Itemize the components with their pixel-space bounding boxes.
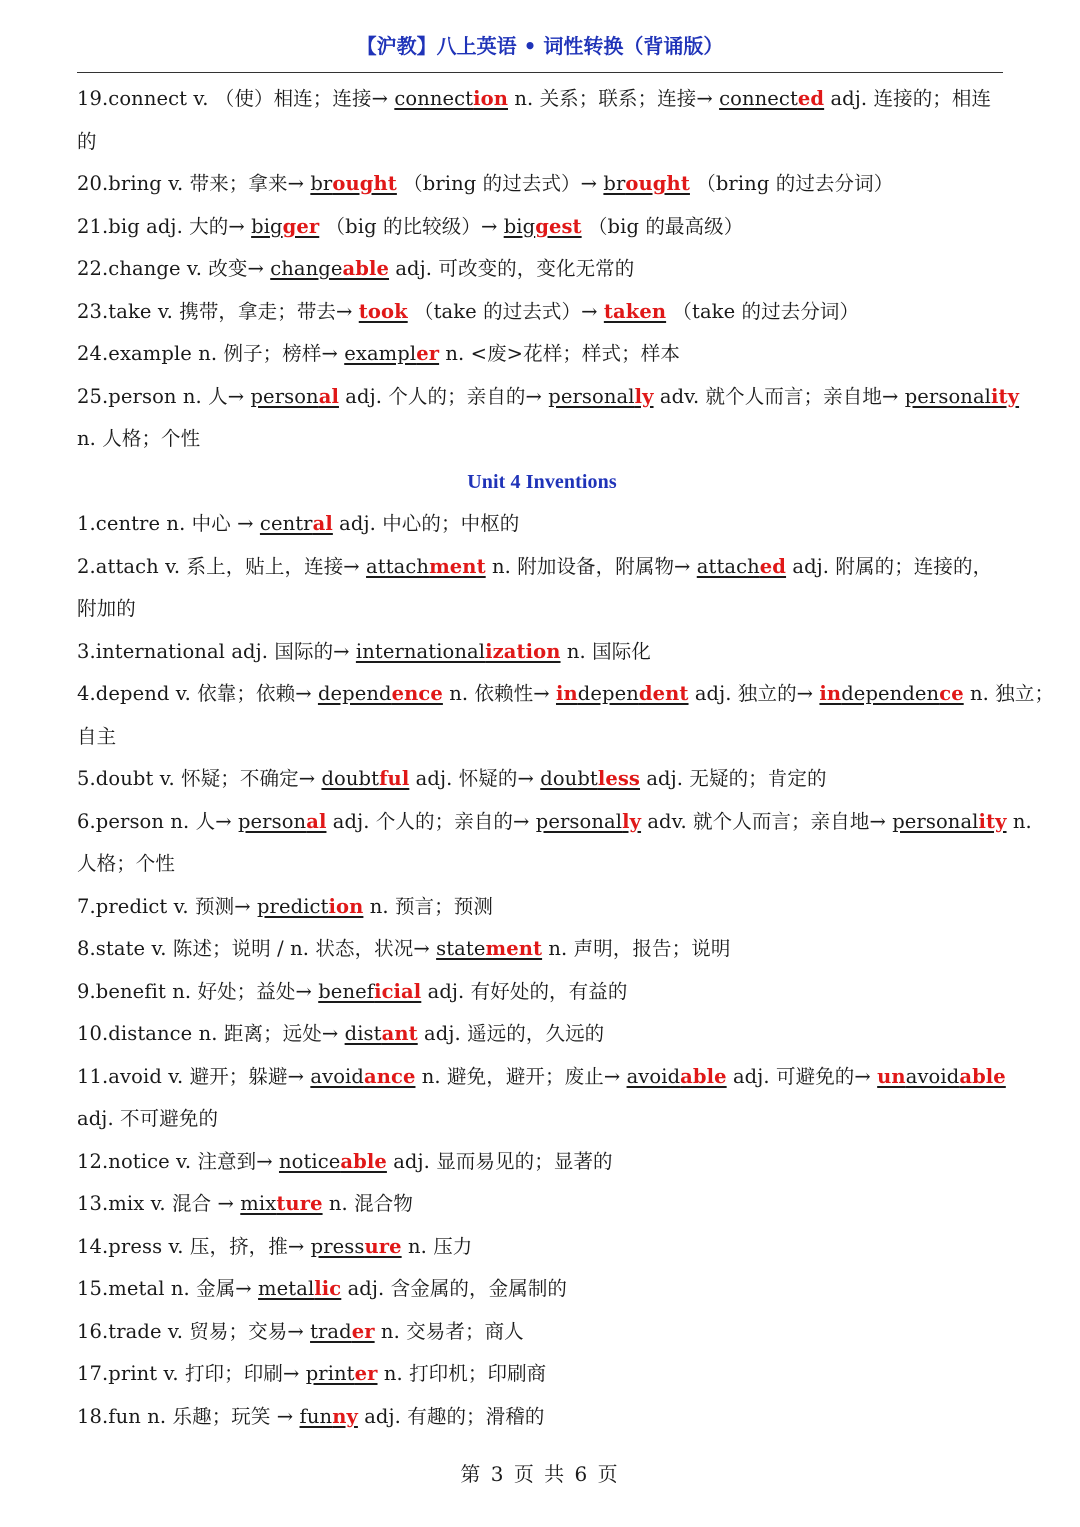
derived-word xyxy=(603,172,690,195)
line-text: adj. 可改变的，变化无常的 xyxy=(389,257,635,280)
derived-word xyxy=(536,810,641,833)
word-stem: personal xyxy=(904,384,992,408)
line-text: （big 的比较级）→ xyxy=(319,214,504,238)
vocab-line xyxy=(77,673,1055,716)
derived-word xyxy=(306,1362,378,1385)
line-text: n. 交易者；商人 xyxy=(374,1319,524,1343)
vocab-line xyxy=(77,503,1007,546)
line-text: n. 混合物 xyxy=(322,1192,413,1215)
line-text: 20.bring v. 带来；拿来→ xyxy=(77,172,311,195)
vocab-line xyxy=(77,588,1007,631)
line-text: 19.connect v. （使）相连；连接→ xyxy=(77,87,395,110)
line-text: adv. 就个人而言；亲自地→ xyxy=(653,384,905,408)
line-text: n. 国际化 xyxy=(560,639,651,663)
derived-word xyxy=(240,1192,322,1215)
suffix-highlight: ity xyxy=(978,809,1007,833)
word-stem: personal xyxy=(892,809,979,833)
vocab-line xyxy=(77,121,1007,164)
suffix-highlight: ance xyxy=(363,1064,416,1088)
vocab-line xyxy=(77,1098,1007,1141)
vocab-line xyxy=(77,971,1007,1014)
word-stem: metal xyxy=(258,1277,315,1300)
suffix-highlight: able xyxy=(340,1149,387,1173)
suffix-highlight: able xyxy=(680,1064,727,1088)
derived-word xyxy=(257,895,363,918)
derived-word xyxy=(345,1022,418,1045)
suffix-highlight: able xyxy=(959,1064,1006,1088)
line-text: n. 打印机；印刷商 xyxy=(377,1362,547,1385)
vocab-line xyxy=(77,163,1007,206)
line-text: adj. 独立的→ xyxy=(688,682,820,705)
suffix-highlight: ture xyxy=(276,1192,323,1215)
suffix-highlight: ny xyxy=(332,1404,358,1428)
line-text: 22.change v. 改变→ xyxy=(77,257,271,280)
line-text: 附加的 xyxy=(77,597,136,620)
line-text: 7.predict v. 预测→ xyxy=(77,894,257,918)
word-stem: connect xyxy=(394,87,474,110)
suffix-highlight: er xyxy=(416,342,440,365)
suffix-highlight: ed xyxy=(797,87,825,110)
line-text: n. 独立； xyxy=(963,682,1055,705)
derived-word xyxy=(250,385,339,408)
vocab-line xyxy=(77,1141,1007,1184)
line-text: 2.attach v. 系上，贴上，连接→ xyxy=(77,554,367,578)
derived-word xyxy=(310,1320,375,1343)
line-text: adj. 显而易见的；显著的 xyxy=(386,1149,613,1173)
word-stem: state xyxy=(436,937,486,960)
header-divider xyxy=(77,72,1003,73)
line-text: 17.print v. 打印；印刷→ xyxy=(77,1362,306,1385)
line-text: 自主 xyxy=(77,724,117,748)
suffix-highlight: took xyxy=(358,299,408,323)
line-text: 11.avoid v. 避开；躲避→ xyxy=(77,1064,311,1088)
word-stem: br xyxy=(310,172,333,195)
line-text: 16.trade v. 贸易；交易→ xyxy=(77,1319,311,1343)
derived-word xyxy=(300,1405,358,1428)
line-text: 9.benefit n. 好处；益处→ xyxy=(77,979,319,1003)
suffix-highlight: icial xyxy=(374,979,422,1003)
line-text: adv. 就个人而言；亲自地→ xyxy=(641,809,893,833)
line-text: adj. 有好处的，有益的 xyxy=(421,979,628,1003)
line-text: n. 附加设备，附属物→ xyxy=(485,554,697,578)
page-header-title: 【沪教】八上英语 • 词性转换（背诵版） xyxy=(356,34,724,58)
line-text: 21.big adj. 大的→ xyxy=(77,214,252,238)
page-footer: 第 3 页 共 6 页 xyxy=(460,1462,620,1486)
suffix-highlight: ed xyxy=(759,554,787,578)
suffix-highlight: lic xyxy=(314,1277,342,1300)
derived-word xyxy=(258,1277,341,1300)
line-text: 12.notice v. 注意到→ xyxy=(77,1149,279,1173)
line-text: adj. 附属的；连接的， xyxy=(786,554,993,578)
word-stem: benef xyxy=(318,979,375,1003)
derived-word xyxy=(318,682,443,705)
line-text: adj. 含金属的，金属制的 xyxy=(341,1277,568,1300)
derived-word xyxy=(260,512,333,535)
suffix-highlight: ought xyxy=(625,172,690,195)
line-text: n. 依赖性→ xyxy=(442,682,556,705)
suffix-highlight: ion xyxy=(473,87,509,110)
line-text: （bring 的过去式）→ xyxy=(396,172,604,195)
line-text: 5.doubt v. 怀疑；不确定→ xyxy=(77,767,322,790)
word-stem: mix xyxy=(240,1192,277,1215)
line-text: 15.metal n. 金属→ xyxy=(77,1277,259,1300)
derived-word xyxy=(877,1065,1006,1088)
vocab-line xyxy=(77,928,1007,971)
word-stem: br xyxy=(603,172,626,195)
line-text: 8.state v. 陈述；说明 / n. 状态，状况→ xyxy=(77,937,437,960)
suffix-highlight: ity xyxy=(991,384,1020,408)
line-text: 10.distance n. 距离；远处→ xyxy=(77,1022,345,1045)
line-text: n. 预言；预测 xyxy=(363,894,493,918)
line-text: （take 的过去分词） xyxy=(666,299,860,323)
suffix-highlight: ment xyxy=(485,937,543,960)
derived-word xyxy=(436,937,542,960)
line-text: （bring 的过去分词） xyxy=(689,172,894,195)
suffix-highlight: un xyxy=(877,1064,906,1088)
vocab-line xyxy=(77,1056,1007,1099)
line-text: adj. 中心的；中枢的 xyxy=(332,512,520,535)
vocab-line xyxy=(77,886,1007,929)
suffix-highlight: ization xyxy=(485,639,561,663)
line-text: 13.mix v. 混合 → xyxy=(77,1192,241,1215)
line-text: adj. 个人的；亲自的→ xyxy=(338,384,549,408)
derived-word xyxy=(279,1150,387,1173)
derived-word xyxy=(321,767,409,790)
suffix-highlight: able xyxy=(342,257,390,280)
word-stem: personal xyxy=(535,809,623,833)
word-stem: print xyxy=(305,1362,355,1385)
derived-word xyxy=(892,810,1006,833)
vocab-line xyxy=(77,248,1007,291)
word-stem: person xyxy=(250,384,319,408)
word-stem: doubt xyxy=(321,767,380,790)
line-text: 的 xyxy=(77,129,97,153)
word-stem: doubt xyxy=(540,767,598,790)
line-text: 25.person n. 人→ xyxy=(77,384,251,408)
word-stem: avoid xyxy=(905,1064,960,1088)
word-stem: avoid xyxy=(626,1064,681,1088)
line-text: 23.take v. 携带，拿走；带去→ xyxy=(77,299,359,323)
derived-word xyxy=(310,1065,415,1088)
suffix-highlight: ger xyxy=(282,214,320,238)
vocab-line xyxy=(77,1396,1007,1439)
derived-word xyxy=(270,257,389,280)
derived-word xyxy=(548,385,653,408)
line-text: adj. 不可避免的 xyxy=(77,1107,219,1130)
vocab-line xyxy=(77,78,1007,121)
vocab-line xyxy=(77,843,1007,886)
vocab-line xyxy=(77,1353,1007,1396)
word-stem: big xyxy=(251,214,283,238)
suffix-highlight: in xyxy=(819,682,842,705)
word-stem: attach xyxy=(366,554,430,578)
vocab-line xyxy=(77,206,1007,249)
word-stem: change xyxy=(270,257,343,280)
suffix-highlight: ant xyxy=(381,1022,418,1045)
vocab-line xyxy=(77,333,1007,376)
suffix-highlight: ly xyxy=(634,384,654,408)
derived-word xyxy=(905,385,1019,408)
word-stem: trad xyxy=(310,1319,352,1343)
word-stem: depen xyxy=(577,682,639,705)
word-stem: dist xyxy=(344,1022,382,1045)
word-stem: attach xyxy=(696,554,760,578)
word-stem: person xyxy=(237,809,307,833)
suffix-highlight: ment xyxy=(429,554,486,578)
derived-word xyxy=(238,810,327,833)
suffix-highlight: less xyxy=(597,767,641,790)
line-text: adj. 无疑的；肯定的 xyxy=(640,767,827,790)
line-text: adj. 个人的；亲自的→ xyxy=(326,809,536,833)
vocab-line xyxy=(77,801,1032,844)
line-text: n. 声明，报告；说明 xyxy=(542,937,731,960)
vocab-line xyxy=(77,376,1020,419)
vocab-line xyxy=(77,631,1007,674)
word-stem: dependen xyxy=(841,682,940,705)
suffix-highlight: dent xyxy=(638,682,689,705)
word-stem: big xyxy=(503,214,536,238)
word-stem: connect xyxy=(719,87,798,110)
derived-word xyxy=(504,215,582,238)
derived-word xyxy=(356,640,561,663)
word-stem: exampl xyxy=(344,342,417,365)
suffix-highlight: er xyxy=(351,1319,375,1343)
derived-word xyxy=(556,682,689,705)
line-text: 4.depend v. 依靠；依赖→ xyxy=(77,682,318,705)
derived-word xyxy=(310,172,397,195)
suffix-highlight: in xyxy=(555,682,578,705)
line-text: 6.person n. 人→ xyxy=(77,809,238,833)
suffix-highlight: ly xyxy=(622,809,642,833)
suffix-highlight: gest xyxy=(535,214,582,238)
derived-word xyxy=(719,87,824,110)
word-stem: international xyxy=(355,639,486,663)
line-text: n. 压力 xyxy=(401,1234,473,1258)
suffix-highlight: ful xyxy=(379,767,410,790)
suffix-highlight: ion xyxy=(328,894,364,918)
line-text: 1.centre n. 中心 → xyxy=(77,512,260,535)
line-text: 24.example n. 例子；榜样→ xyxy=(77,342,345,365)
line-text: adj. 连接的；相连 xyxy=(824,87,992,110)
vocab-line xyxy=(77,1183,1007,1226)
line-text: 人格；个性 xyxy=(77,852,176,875)
line-text: （take 的过去式）→ xyxy=(407,299,604,323)
line-text: 3.international adj. 国际的→ xyxy=(77,639,356,663)
line-text: 18.fun n. 乐趣；玩笑 → xyxy=(77,1404,300,1428)
suffix-highlight: taken xyxy=(603,299,667,323)
line-text: adj. 可避免的→ xyxy=(726,1064,878,1088)
word-stem: depend xyxy=(317,682,392,705)
vocab-line xyxy=(77,758,1007,801)
suffix-highlight: al xyxy=(306,809,327,833)
word-stem: fun xyxy=(299,1404,333,1428)
derived-word xyxy=(627,1065,727,1088)
vocab-line xyxy=(77,1311,1007,1354)
suffix-highlight: ence xyxy=(391,682,443,705)
vocab-line xyxy=(77,1268,1007,1311)
derived-word xyxy=(318,980,421,1003)
suffix-highlight: ce xyxy=(939,682,964,705)
line-text: n. 人格；个性 xyxy=(77,427,201,450)
derived-word xyxy=(394,87,508,110)
derived-word xyxy=(251,215,319,238)
derived-word xyxy=(366,555,486,578)
word-stem: press xyxy=(310,1234,365,1258)
line-text: n. <废>花样；样式；样本 xyxy=(439,342,680,365)
vocab-line xyxy=(77,418,1007,461)
suffix-highlight: ought xyxy=(332,172,397,195)
derived-word xyxy=(819,682,963,705)
derived-word xyxy=(359,300,408,323)
suffix-highlight: al xyxy=(318,384,339,408)
word-stem: predict xyxy=(256,894,329,918)
vocab-line xyxy=(77,291,1007,334)
unit-heading: Unit 4 Inventions xyxy=(467,470,617,493)
vocab-line xyxy=(77,1013,1007,1056)
derived-word xyxy=(697,555,786,578)
word-stem: avoid xyxy=(310,1064,364,1088)
vocab-line xyxy=(77,716,1007,759)
line-text: 14.press v. 压，挤，推→ xyxy=(77,1234,311,1258)
word-stem: notice xyxy=(278,1149,341,1173)
derived-word xyxy=(344,342,439,365)
derived-word xyxy=(540,767,640,790)
suffix-highlight: al xyxy=(312,512,333,535)
line-text: adj. 遥远的，久远的 xyxy=(417,1022,605,1045)
word-stem: centr xyxy=(259,512,313,535)
suffix-highlight: er xyxy=(354,1362,378,1385)
suffix-highlight: ure xyxy=(364,1234,402,1258)
line-text: adj. 怀疑的→ xyxy=(409,767,541,790)
derived-word xyxy=(604,300,666,323)
line-text: （big 的最高级） xyxy=(581,214,744,238)
derived-word xyxy=(311,1235,402,1258)
line-text: n. 避免，避开；废止→ xyxy=(415,1064,627,1088)
vocabulary-list xyxy=(77,78,1055,1438)
vocab-line xyxy=(77,1226,1007,1269)
line-text: adj. 有趣的；滑稽的 xyxy=(357,1404,545,1428)
line-text: n. xyxy=(1006,809,1032,833)
vocab-line xyxy=(77,546,1007,589)
word-stem: personal xyxy=(548,384,635,408)
line-text: n. 关系；联系；连接→ xyxy=(508,87,720,110)
